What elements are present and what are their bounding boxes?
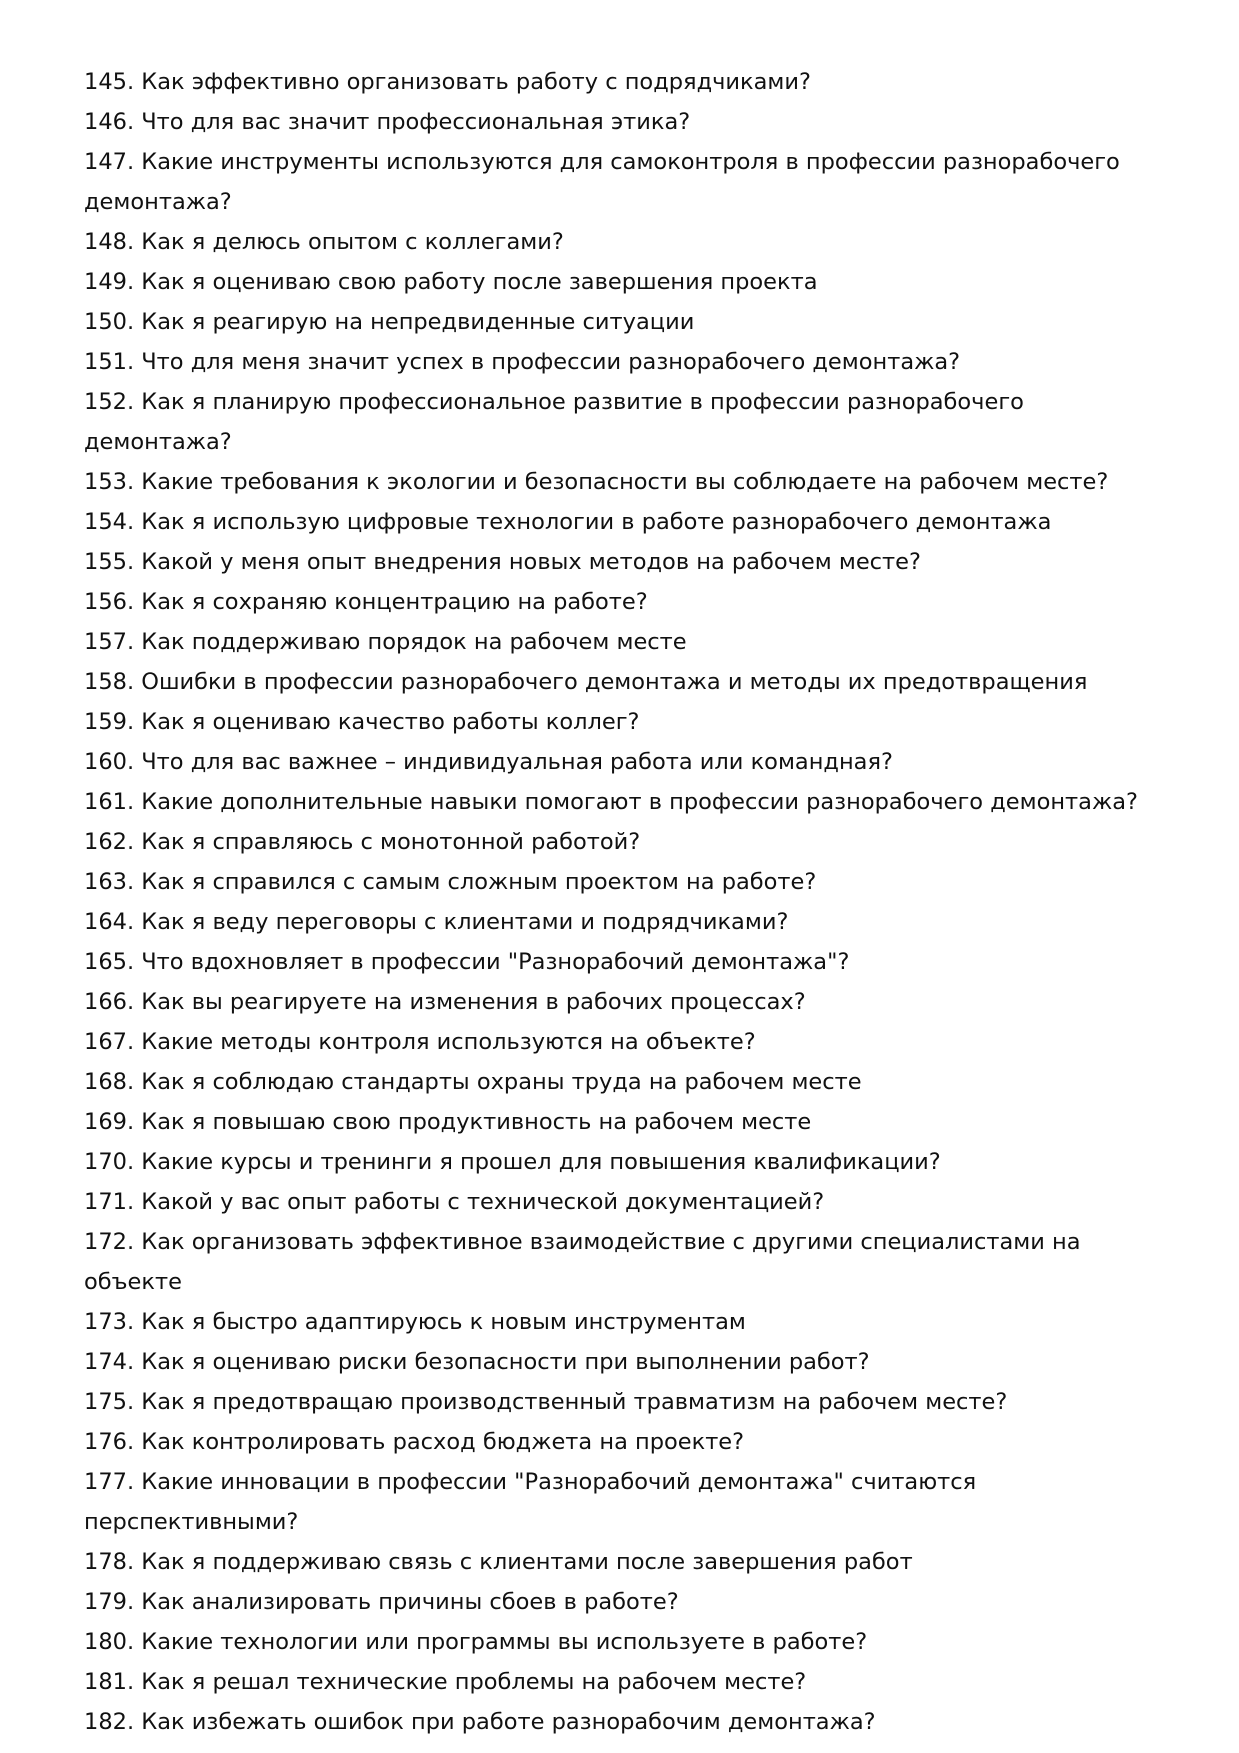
question-line: 175. Как я предотвращаю производственный травматизм на рабочем месте? — [84, 1389, 1008, 1415]
question-line: 153. Какие требования к экологии и безопасности вы соблюдаете на рабочем месте? — [84, 469, 1109, 495]
question-line: 160. Что для вас важнее – индивидуальная работа или командная? — [84, 749, 893, 775]
question-line: 147. Какие инструменты используются для самоконтроля в профессии разнорабочего — [84, 149, 1120, 175]
question-line: 168. Как я соблюдаю стандарты охраны труда на рабочем месте — [84, 1069, 862, 1095]
question-line: 161. Какие дополнительные навыки помогают в профессии разнорабочего демонтажа? — [84, 789, 1138, 815]
question-line: перспективными? — [84, 1509, 299, 1535]
question-line: 149. Как я оцениваю свою работу после завершения проекта — [84, 269, 818, 295]
question-line: 159. Как я оцениваю качество работы коллег? — [84, 709, 640, 735]
question-line: 173. Как я быстро адаптируюсь к новым инструментам — [84, 1309, 746, 1335]
question-line: 177. Какие инновации в профессии "Разнорабочий демонтажа" считаются — [84, 1469, 977, 1495]
question-line: 165. Что вдохновляет в профессии "Разнорабочий демонтажа"? — [84, 949, 850, 975]
question-line: 179. Как анализировать причины сбоев в работе? — [84, 1589, 679, 1615]
question-line: 158. Ошибки в профессии разнорабочего демонтажа и методы их предотвращения — [84, 669, 1088, 695]
question-line: 148. Как я делюсь опытом с коллегами? — [84, 229, 564, 255]
question-line: 145. Как эффективно организовать работу с подрядчиками? — [84, 69, 811, 95]
question-line: 162. Как я справляюсь с монотонной работой? — [84, 829, 641, 855]
question-line: 167. Какие методы контроля используются на объекте? — [84, 1029, 756, 1055]
question-line: 163. Как я справился с самым сложным проектом на работе? — [84, 869, 817, 895]
question-list — [84, 62, 1164, 1742]
question-line: 156. Как я сохраняю концентрацию на работе? — [84, 589, 648, 615]
question-line: 164. Как я веду переговоры с клиентами и подрядчиками? — [84, 909, 789, 935]
question-line: 146. Что для вас значит профессиональная этика? — [84, 109, 691, 135]
question-line: 157. Как поддерживаю порядок на рабочем месте — [84, 629, 687, 655]
question-line: 151. Что для меня значит успех в профессии разнорабочего демонтажа? — [84, 349, 961, 375]
question-line: 176. Как контролировать расход бюджета на проекте? — [84, 1429, 745, 1455]
question-line: 154. Как я использую цифровые технологии в работе разнорабочего демонтажа — [84, 509, 1052, 535]
question-line: 172. Как организовать эффективное взаимодействие с другими специалистами на объекте — [84, 1229, 1081, 1295]
question-line: 180. Какие технологии или программы вы используете в работе? — [84, 1629, 868, 1655]
question-line: 166. Как вы реагируете на изменения в рабочих процессах? — [84, 989, 806, 1015]
question-line: 181. Как я решал технические проблемы на рабочем месте? — [84, 1669, 807, 1695]
question-line: 170. Какие курсы и тренинги я прошел для повышения квалификации? — [84, 1149, 941, 1175]
question-line: 174. Как я оцениваю риски безопасности при выполнении работ? — [84, 1349, 870, 1375]
question-line: демонтажа? — [84, 189, 232, 215]
question-line: 178. Как я поддерживаю связь с клиентами после завершения работ — [84, 1549, 913, 1575]
question-line: 171. Какой у вас опыт работы с технической документацией? — [84, 1189, 825, 1215]
question-line: 150. Как я реагирую на непредвиденные ситуации — [84, 309, 695, 335]
question-line: 169. Как я повышаю свою продуктивность на рабочем месте — [84, 1109, 812, 1135]
question-line: 152. Как я планирую профессиональное развитие в профессии разнорабочего демонтажа? — [84, 389, 1024, 455]
question-line: 182. Как избежать ошибок при работе разнорабочим демонтажа? — [84, 1709, 876, 1735]
question-line: 155. Какой у меня опыт внедрения новых методов на рабочем месте? — [84, 549, 921, 575]
